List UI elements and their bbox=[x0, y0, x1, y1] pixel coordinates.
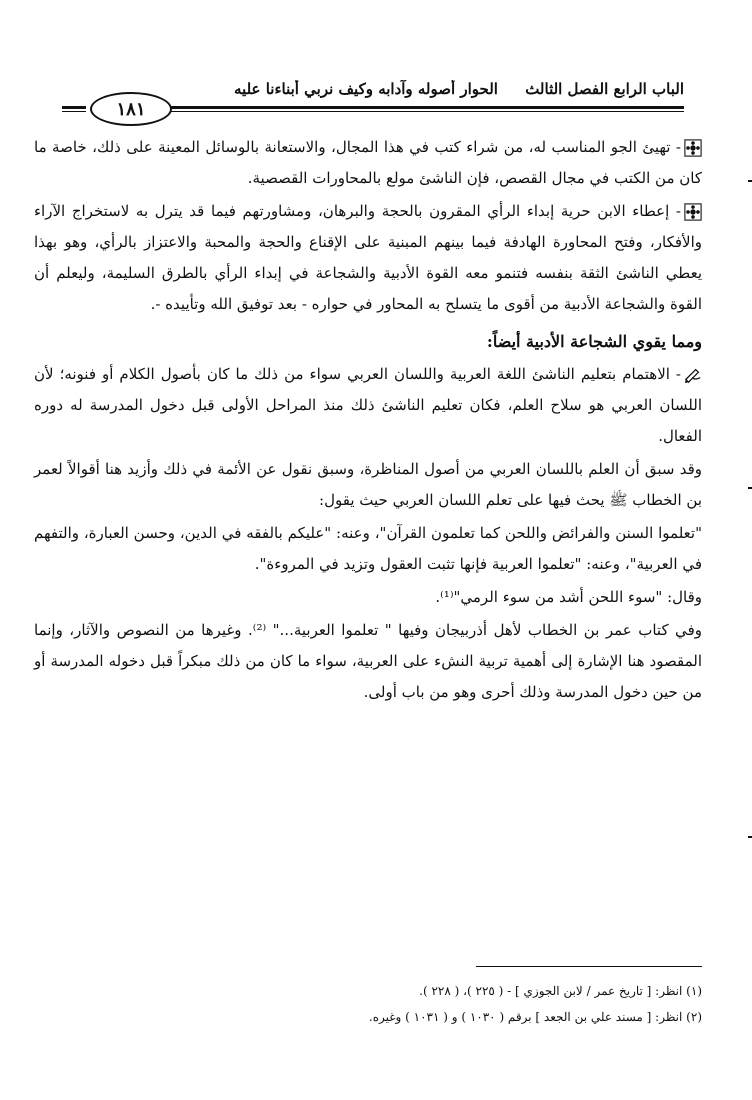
quote-paragraph: "تعلموا السنن والفرائض واللحن كما تعلمون القرآن"، وعنه: "عليكم بالفقه في الدين، وحسن العبارة، والتفهم في العربية"، وعنه: "تعلموا العربية فإنها تثبت العقول وتزيد في المروءة". bbox=[34, 524, 702, 573]
paragraph bbox=[34, 196, 702, 320]
running-header bbox=[164, 80, 684, 98]
quote-paragraph: وقال: "سوء اللحن أشد من سوء الرمي"⁽¹⁾. bbox=[435, 588, 702, 606]
header-rule-thin bbox=[124, 111, 684, 112]
footnote-separator bbox=[476, 966, 702, 967]
paragraph: وقد سبق أن العلم باللسان العربي من أصول المناظرة، وسبق نقول عن الأئمة في ذلك وأزيد هنا أقوالاً لعمر بن الخطاب ﷺ يحث فيها على تعلم اللسان العربي حيث يقول: bbox=[34, 460, 702, 509]
flower-bullet-icon bbox=[684, 203, 702, 221]
chapter-title: الباب الرابع الفصل الثالث bbox=[525, 80, 684, 98]
paragraph bbox=[34, 359, 702, 452]
paragraph-text: - إعطاء الابن حرية إبداء الرأي المقرون بالحجة والبرهان، ومشاورتهم فيما قد يترل به لاستخراج الآراء والأفكار، وفتح المحاورة الهادفة فيما بينهم المبنية على الإقناع والحجة والمحبة والاعتزاز بالرأي، وهو بهذا يعطي الناشئ الثقة بنفسه فتنمو معه القوة الأدبية والشجاعة في إبداء الرأي بالطرق السليمة، وليعلم أن القوة والشجاعة الأدبية من أقوى ما يتسلح به المحاور في حواره - بعد توفيق الله وتأييده -. bbox=[34, 202, 702, 313]
page-header bbox=[34, 80, 684, 124]
header-rule bbox=[124, 106, 684, 109]
writing-hand-icon bbox=[684, 366, 702, 384]
flower-bullet-icon bbox=[684, 139, 702, 157]
section-heading: ومما يقوي الشجاعة الأدبية أيضاً: bbox=[486, 332, 702, 351]
header-rule-left-thin bbox=[62, 111, 86, 112]
paragraph-text: - تهيئ الجو المناسب له، من شراء كتب في هذا المجال، والاستعانة بالوسائل المعينة على ذلك، خاصة ما كان من الكتب في مجال القصص، فإن الناشئ مولع بالمحاورات القصصية. bbox=[34, 138, 702, 187]
scan-edge-mark bbox=[748, 180, 752, 182]
footnotes bbox=[34, 978, 702, 1030]
footnote-2: (٢) انظر: [ مسند علي بن الجعد ] برقم ( ١٠٣٠ ) و ( ١٠٣١ ) وغيره. bbox=[368, 1010, 702, 1024]
page-number: ١٨١ bbox=[90, 92, 172, 126]
book-title: الحوار أصوله وآدابه وكيف نربي أبناءنا عليه bbox=[234, 80, 498, 98]
header-rule-left bbox=[62, 106, 86, 109]
scan-edge-mark bbox=[748, 487, 752, 489]
paragraph: وفي كتاب عمر بن الخطاب لأهل أذربيجان وفيها " تعلموا العربية..." ⁽²⁾. وغيرها من النصوص والآثار، وإنما المقصود هنا الإشارة إلى أهمية تربية النشء على العربية، سواء ما كان من ذلك مبكراً قبل دخوله المدرسة أو من حين دخول المدرسة وذلك أحرى وهو من باب أولى. bbox=[34, 621, 702, 701]
footnote-1: (١) انظر: [ تاريخ عمر / لابن الجوزي ] - ( ٢٢٥ )، ( ٢٢٨ ). bbox=[419, 984, 702, 998]
paragraph bbox=[34, 132, 702, 194]
scan-edge-mark bbox=[748, 836, 752, 838]
paragraph-text: - الاهتمام بتعليم الناشئ اللغة العربية واللسان العربي سواء من ذلك ما كان بأصول الكلام أو فنونه؛ لأن اللسان العربي هو سلاح العلم، فكان تعليم الناشئ ذلك منذ المراحل الأولى قبل دخول المدرسة له دوره الفعال. bbox=[34, 365, 702, 445]
body-text bbox=[34, 132, 702, 710]
